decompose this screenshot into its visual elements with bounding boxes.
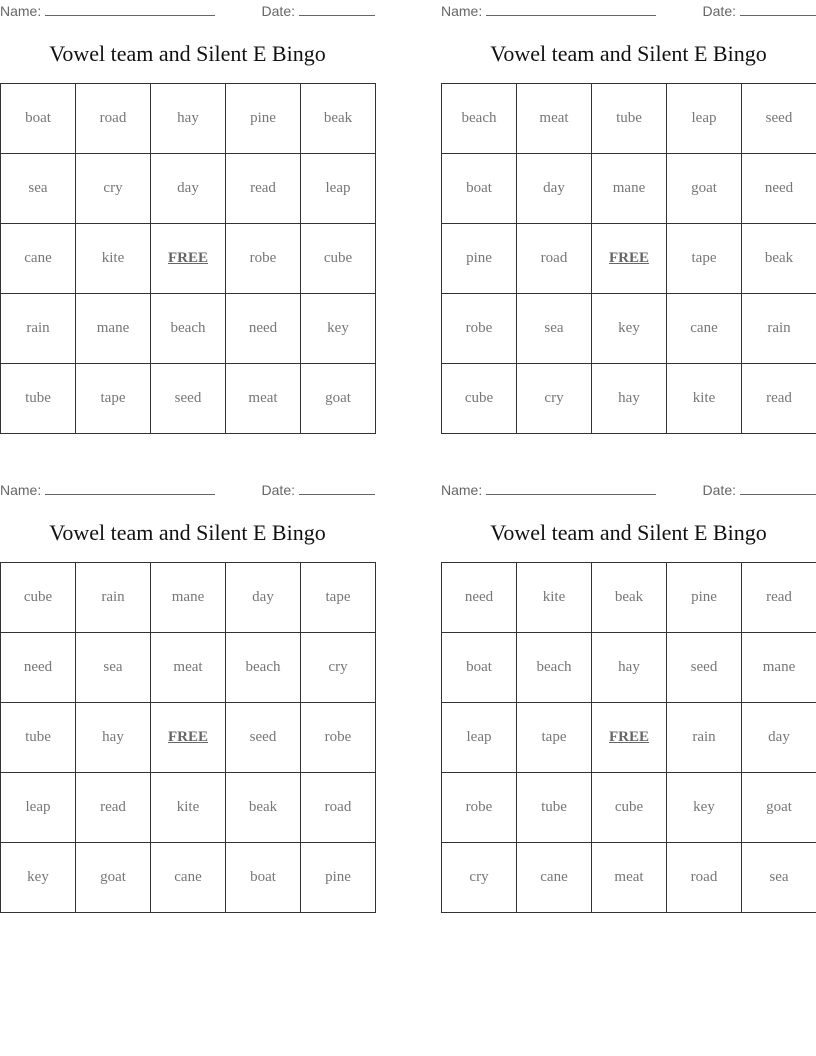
card-title: Vowel team and Silent E Bingo	[49, 520, 326, 545]
grid-cell: sea	[517, 294, 592, 364]
grid-cell: beach	[442, 84, 517, 154]
grid-cell: beak	[742, 224, 816, 294]
grid-cell: mane	[76, 294, 151, 364]
name-field	[441, 3, 656, 19]
name-field	[0, 3, 215, 19]
grid-cell: hay	[592, 364, 667, 434]
grid-cell: seed	[667, 633, 742, 703]
date-label: Date:	[702, 482, 736, 498]
date-blank-line	[740, 3, 816, 16]
grid-cell: read	[742, 563, 816, 633]
grid-cell: cane	[151, 843, 226, 913]
bingo-grid	[441, 83, 816, 434]
grid-cell: cane	[667, 294, 742, 364]
grid-cell: sea	[742, 843, 816, 913]
grid-row	[1, 633, 376, 703]
date-blank-line	[740, 482, 816, 495]
card-title: Vowel team and Silent E Bingo	[490, 520, 767, 545]
grid-cell: tape	[76, 364, 151, 434]
date-label: Date:	[261, 482, 295, 498]
grid-row	[1, 703, 376, 773]
grid-cell: meat	[592, 843, 667, 913]
grid-row	[1, 773, 376, 843]
grid-row	[1, 294, 376, 364]
grid-cell: pine	[301, 843, 376, 913]
grid-cell: key	[1, 843, 76, 913]
grid-cell: road	[667, 843, 742, 913]
bingo-card	[441, 0, 816, 440]
grid-row	[442, 364, 816, 434]
grid-row	[442, 773, 816, 843]
grid-row	[442, 563, 816, 633]
grid-cell: boat	[226, 843, 301, 913]
grid-cell: road	[301, 773, 376, 843]
grid-cell: hay	[151, 84, 226, 154]
grid-cell: rain	[76, 563, 151, 633]
grid-cell: cry	[301, 633, 376, 703]
free-space-cell: FREE	[592, 703, 667, 773]
grid-cell: tube	[1, 364, 76, 434]
grid-row	[442, 154, 816, 224]
grid-cell: goat	[667, 154, 742, 224]
free-space-cell: FREE	[592, 224, 667, 294]
grid-cell: need	[1, 633, 76, 703]
grid-cell: goat	[742, 773, 816, 843]
grid-cell: need	[226, 294, 301, 364]
grid-cell: mane	[742, 633, 816, 703]
name-blank-line	[45, 482, 215, 495]
card-title: Vowel team and Silent E Bingo	[490, 41, 767, 66]
grid-cell: boat	[442, 633, 517, 703]
bingo-card	[441, 479, 816, 919]
grid-cell: robe	[442, 773, 517, 843]
grid-cell: seed	[742, 84, 816, 154]
grid-cell: tube	[592, 84, 667, 154]
grid-row	[442, 224, 816, 294]
name-label: Name:	[441, 3, 483, 19]
grid-cell: robe	[301, 703, 376, 773]
grid-cell: sea	[76, 633, 151, 703]
grid-cell: tape	[667, 224, 742, 294]
grid-cell: need	[442, 563, 517, 633]
grid-cell: robe	[226, 224, 301, 294]
grid-row	[1, 224, 376, 294]
bingo-card	[0, 0, 375, 440]
name-field	[441, 482, 656, 498]
name-label: Name:	[0, 482, 42, 498]
grid-cell: need	[742, 154, 816, 224]
name-blank-line	[45, 3, 215, 16]
free-space-cell: FREE	[151, 224, 226, 294]
free-space-cell: FREE	[151, 703, 226, 773]
grid-cell: road	[76, 84, 151, 154]
grid-cell: cube	[1, 563, 76, 633]
grid-row	[1, 364, 376, 434]
grid-cell: meat	[226, 364, 301, 434]
grid-cell: seed	[151, 364, 226, 434]
grid-row	[442, 843, 816, 913]
grid-cell: cry	[442, 843, 517, 913]
grid-cell: rain	[667, 703, 742, 773]
grid-cell: beak	[226, 773, 301, 843]
grid-cell: leap	[301, 154, 376, 224]
card-title: Vowel team and Silent E Bingo	[49, 41, 326, 66]
grid-cell: read	[742, 364, 816, 434]
grid-cell: leap	[667, 84, 742, 154]
bingo-grid	[0, 562, 376, 913]
grid-cell: pine	[667, 563, 742, 633]
date-field	[703, 3, 816, 19]
bingo-card	[0, 479, 375, 919]
grid-cell: beach	[151, 294, 226, 364]
date-label: Date:	[702, 3, 736, 19]
grid-cell: cane	[1, 224, 76, 294]
grid-row	[442, 633, 816, 703]
grid-cell: beak	[301, 84, 376, 154]
date-field	[262, 482, 375, 498]
grid-cell: day	[151, 154, 226, 224]
grid-cell: beach	[226, 633, 301, 703]
grid-cell: tube	[1, 703, 76, 773]
name-field	[0, 482, 215, 498]
grid-cell: beach	[517, 633, 592, 703]
grid-cell: rain	[742, 294, 816, 364]
grid-cell: mane	[592, 154, 667, 224]
date-blank-line	[299, 482, 375, 495]
grid-cell: sea	[1, 154, 76, 224]
grid-cell: boat	[1, 84, 76, 154]
grid-row	[1, 84, 376, 154]
date-field	[703, 482, 816, 498]
grid-cell: key	[592, 294, 667, 364]
grid-cell: rain	[1, 294, 76, 364]
grid-row	[1, 843, 376, 913]
grid-cell: cry	[517, 364, 592, 434]
grid-cell: key	[667, 773, 742, 843]
bingo-grid	[441, 562, 816, 913]
grid-cell: cube	[301, 224, 376, 294]
date-blank-line	[299, 3, 375, 16]
grid-cell: kite	[76, 224, 151, 294]
grid-row	[442, 703, 816, 773]
grid-cell: kite	[517, 563, 592, 633]
name-label: Name:	[0, 3, 42, 19]
grid-cell: road	[517, 224, 592, 294]
name-blank-line	[486, 3, 656, 16]
grid-cell: tape	[517, 703, 592, 773]
grid-cell: goat	[301, 364, 376, 434]
grid-row	[442, 84, 816, 154]
date-field	[262, 3, 375, 19]
grid-cell: hay	[76, 703, 151, 773]
grid-cell: key	[301, 294, 376, 364]
grid-cell: kite	[667, 364, 742, 434]
grid-cell: read	[226, 154, 301, 224]
grid-cell: cry	[76, 154, 151, 224]
grid-cell: beak	[592, 563, 667, 633]
grid-cell: day	[742, 703, 816, 773]
grid-cell: cane	[517, 843, 592, 913]
grid-cell: kite	[151, 773, 226, 843]
grid-cell: meat	[151, 633, 226, 703]
bingo-grid	[0, 83, 376, 434]
grid-cell: day	[226, 563, 301, 633]
date-label: Date:	[261, 3, 295, 19]
grid-cell: boat	[442, 154, 517, 224]
name-label: Name:	[441, 482, 483, 498]
grid-cell: robe	[442, 294, 517, 364]
grid-cell: hay	[592, 633, 667, 703]
grid-cell: pine	[226, 84, 301, 154]
name-blank-line	[486, 482, 656, 495]
grid-row	[1, 154, 376, 224]
grid-cell: seed	[226, 703, 301, 773]
grid-cell: goat	[76, 843, 151, 913]
grid-cell: cube	[592, 773, 667, 843]
grid-cell: mane	[151, 563, 226, 633]
grid-cell: tube	[517, 773, 592, 843]
grid-cell: meat	[517, 84, 592, 154]
grid-cell: leap	[1, 773, 76, 843]
grid-cell: read	[76, 773, 151, 843]
grid-cell: tape	[301, 563, 376, 633]
grid-cell: leap	[442, 703, 517, 773]
grid-cell: cube	[442, 364, 517, 434]
grid-row	[442, 294, 816, 364]
grid-cell: pine	[442, 224, 517, 294]
grid-row	[1, 563, 376, 633]
grid-cell: day	[517, 154, 592, 224]
